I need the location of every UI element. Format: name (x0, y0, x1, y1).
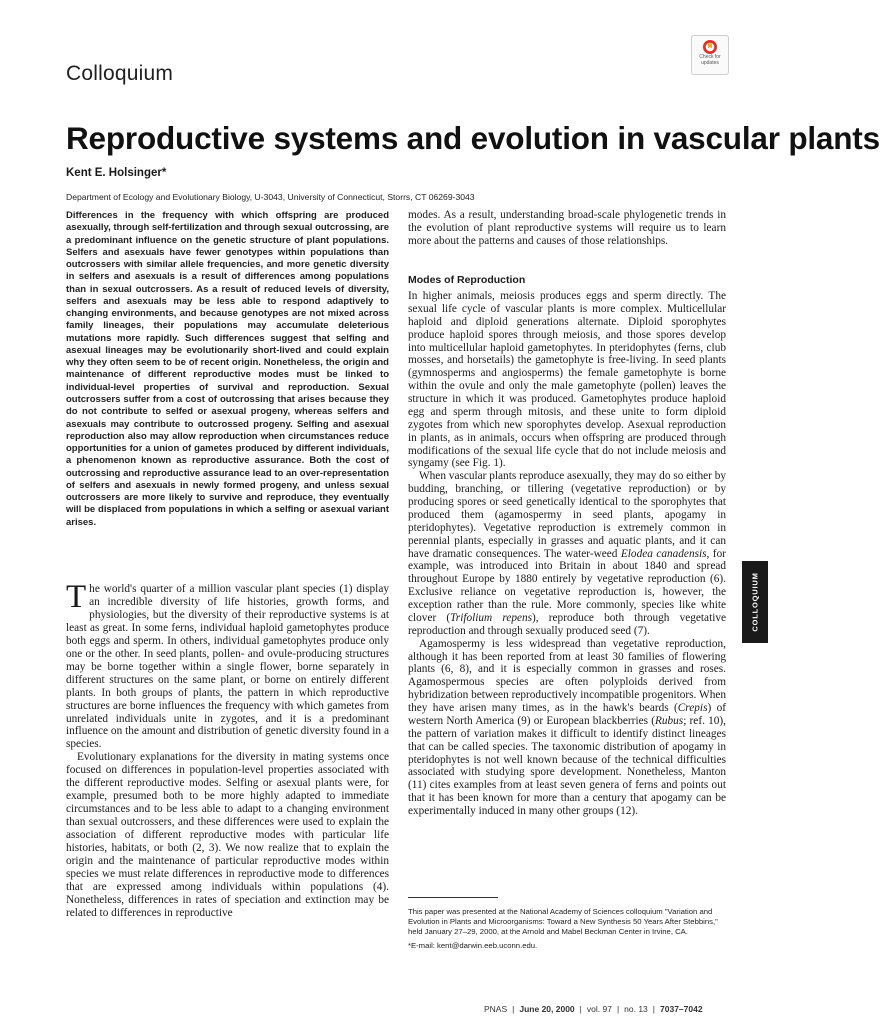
modes-section (408, 290, 726, 818)
footer-separator: | (512, 1004, 515, 1014)
section-heading-modes: Modes of Reproduction (408, 274, 526, 286)
footer-date: June 20, 2000 (519, 1004, 575, 1014)
side-tab-label: COLLOQUIUM (750, 572, 760, 632)
section-label: Colloquium (66, 62, 174, 85)
author-affiliation: Department of Ecology and Evolutionary Biology, U-3043, University of Connecticut, Storrs, CT 06269-3043 (66, 192, 475, 202)
modes-p3-text-b: ) of western North America (9) or European blackberries ( (408, 702, 726, 727)
footer-volume: vol. 97 (586, 1004, 612, 1014)
modes-p3-text-a: Agamospermy is less widespread than vegetative reproduction, although it has been reported from at least 30 families of flowering plants (6, 8), and it is especially common in grasses and roses. Agamospermous species are often polyploids derived from hybridization between reproductively incompatible progenitors. When they have arisen many times, as in the hawk's beards ( (408, 637, 726, 714)
footer-pages: 7037–7042 (660, 1004, 703, 1014)
article-author: Kent E. Holsinger* (66, 167, 167, 179)
modes-paragraph-1: In higher animals, meiosis produces eggs and sperm directly. The sexual life cycle of vascular plants is more complex. Multicellular haploid and diploid generations alternate. Diploid sporophytes produce haploid spores through meiosis, and those spores develop into multicellular haploid gametophytes. In pteridophytes (ferns, club mosses, and horsetails) the gametophyte is free-living. In seed plants (gymnosperms and angiosperms) the female gametophyte is borne within the ovule and only the male gametophyte (pollen) leaves the structure in which it was produced. Gametophytes produce haploid egg and sperm through mitosis, and these unite to form diploid zygotes from which new sporophytes develop. Asexual reproduction in plants, as in animals, occurs when offspring are produced through modifications of the sexual life cycle that do not include meiosis and syngamy (see Fig. 1). (408, 290, 726, 470)
badge-text-line-1: Check for (699, 54, 721, 60)
check-for-updates-icon (702, 39, 718, 55)
intro-paragraph-2: Evolutionary explanations for the diversity in mating systems once focused on differences in population-level properties associated with the different reproductive modes. Selfing or asexual plants were, for example, presumed both to be more highly adapted to immediate circumstances and to be less able to adapt to a changing environment than sexual outcrossers, and these differences were used to explain the association of different reproductive modes with particular life histories, habitats, or both (2, 3). We now realize that to explain the origin and the maintenance of particular reproductive modes within species we must relate differences in reproductive mode to differences that are expressed among individuals within populations (4). Nonetheless, differences in rates of speciation and extinction may be related to differences in reproductive (66, 751, 389, 919)
abstract: Differences in the frequency with which offspring are produced asexually, through self-fertilization and through sexual outcrossing, are a predominant influence on the genetic structure of plant populations. Selfers and asexuals have fewer genotypes within populations than outcrossers with similar allele frequencies, and more genetic diversity in selfers and asexuals is a result of differences among populations than in sexual outcrossers. As a result of reduced levels of diversity, selfers and asexuals may be less able to respond adaptively to changing environments, and because genotypes are not mixed across family lineages, their populations may accumulate deleterious mutations more rapidly. Such differences suggest that selfing and asexual lineages may be evolutionarily short-lived and could explain why they often seem to be of recent origin. Nonetheless, the origin and maintenance of different reproductive modes must be linked to individual-level properties of survival and reproduction. Sexual outcrossers suffer from a cost of outcrossing that arises because they do not contribute to selfed or asexual progeny, whereas selfers and asexuals may contribute to outcrossed progeny. Selfing and asexual reproduction also may allow reproduction when circumstances reduce opportunities for a union of gametes produced by different individuals, a phenomenon known as reproductive assurance. Both the cost of outcrossing and reproductive assurance lead to an over-representation of selfers and asexuals in newly formed progeny, and unless sexual outcrossers are more likely to survive and reproduce, they eventually will be displaced from populations in which a selfing or asexual variant arises. (66, 210, 389, 528)
badge-text-line-2: updates (701, 59, 719, 66)
genus-name-crepis: Crepis (677, 702, 708, 714)
intro-continuation: modes. As a result, understanding broad-scale phylogenetic trends in the evolution of plant reproductive systems will require us to learn more about the patterns and causes of those relationships. (408, 209, 726, 247)
intro-section (66, 579, 389, 920)
species-name-trifolium: Trifolium repens (450, 611, 533, 624)
species-name-elodea: Elodea canadensis (620, 547, 707, 560)
footer-issue: no. 13 (624, 1004, 648, 1014)
footnote-rule (408, 897, 498, 898)
section-side-tab (742, 561, 768, 643)
drop-cap: T (66, 579, 87, 615)
footer-journal: PNAS (484, 1004, 508, 1014)
modes-p3-text-c: ; ref. 10), the pattern of variation makes it difficult to identify distinct lineages that can be called species. The taxonomic distribution of apogamy in pteridophytes is not well known because of the technical difficulties associated with studying spore development. Nonetheless, Manton (11) cites examples from at least seven genera of ferns and points out that it has been known for more than a century that apogamy can be experimentally induced in many other groups (12). (408, 714, 726, 817)
footnote-colloquium: This paper was presented at the National Academy of Sciences colloquium "Variation and Evolution in Plants and Microorganisms: Toward a New Synthesis 50 Years After Stebbins," held January 27–29, 2000, at the Arnold and Mabel Beckman Center in Irvine, CA. (408, 907, 718, 937)
footer-separator: | (616, 1004, 620, 1014)
modes-paragraph-3 (408, 638, 726, 818)
modes-p2-text-c: ), reproduce both through vegetative reproduction and through sexually produced seed (7). (408, 611, 727, 637)
article-title: Reproductive systems and evolution in vascular plants (66, 120, 880, 156)
page-footer (484, 1004, 703, 1014)
modes-p2-text-a: When vascular plants reproduce asexually, they may do so either by budding, branching, or tillering (vegetative reproduction) or by producing spores or seed genetically identical to the sporophytes that produced them (agamospermy in seed plants, apogamy in pteridophytes). Vegetative reproduction is extremely common in perennial plants, especially in grasses and aquatic plants, and it can have dramatic consequences. The water-weed (408, 470, 727, 560)
check-for-updates-badge[interactable] (691, 35, 729, 75)
intro-paragraph-1-text: he world's quarter of a million vascular plant species (1) display an incredible diversity of life histories, growth forms, and physiologies, but the diversity of their reproductive systems is at least as great. In some ferns, individual haploid gametophytes produce both eggs and sperm. In others, individual gametophytes produce only one or the other. In seed plants, pollen- and ovule-producing structures may be borne together within a single flower, borne separately in different structures on the same plant, or borne on entirely different plants. In both groups of plants, the pattern in which reproductive structures are borne influences the frequency with which gametes from unrelated individuals unite in zygotes, and it is a predominant influence on the amount and distribution of genetic diversity found in a species. (66, 583, 389, 751)
modes-paragraph-2 (408, 470, 726, 637)
modes-p2-text-b: , for example, was introduced into Britain in about 1840 and spread throughout Europe by 1880 entirely by vegetative reproduction (6). Exclusive reliance on vegetative reproduction is, however, the exception rather than the rule. More commonly, species like white clover ( (408, 547, 726, 624)
genus-name-rubus: Rubus (654, 714, 684, 727)
intro-paragraph-1 (66, 579, 389, 751)
footer-separator: | (652, 1004, 656, 1014)
footnote-email[interactable]: *E-mail: kent@darwin.eeb.uconn.edu. (408, 941, 538, 950)
footer-separator: | (579, 1004, 582, 1014)
